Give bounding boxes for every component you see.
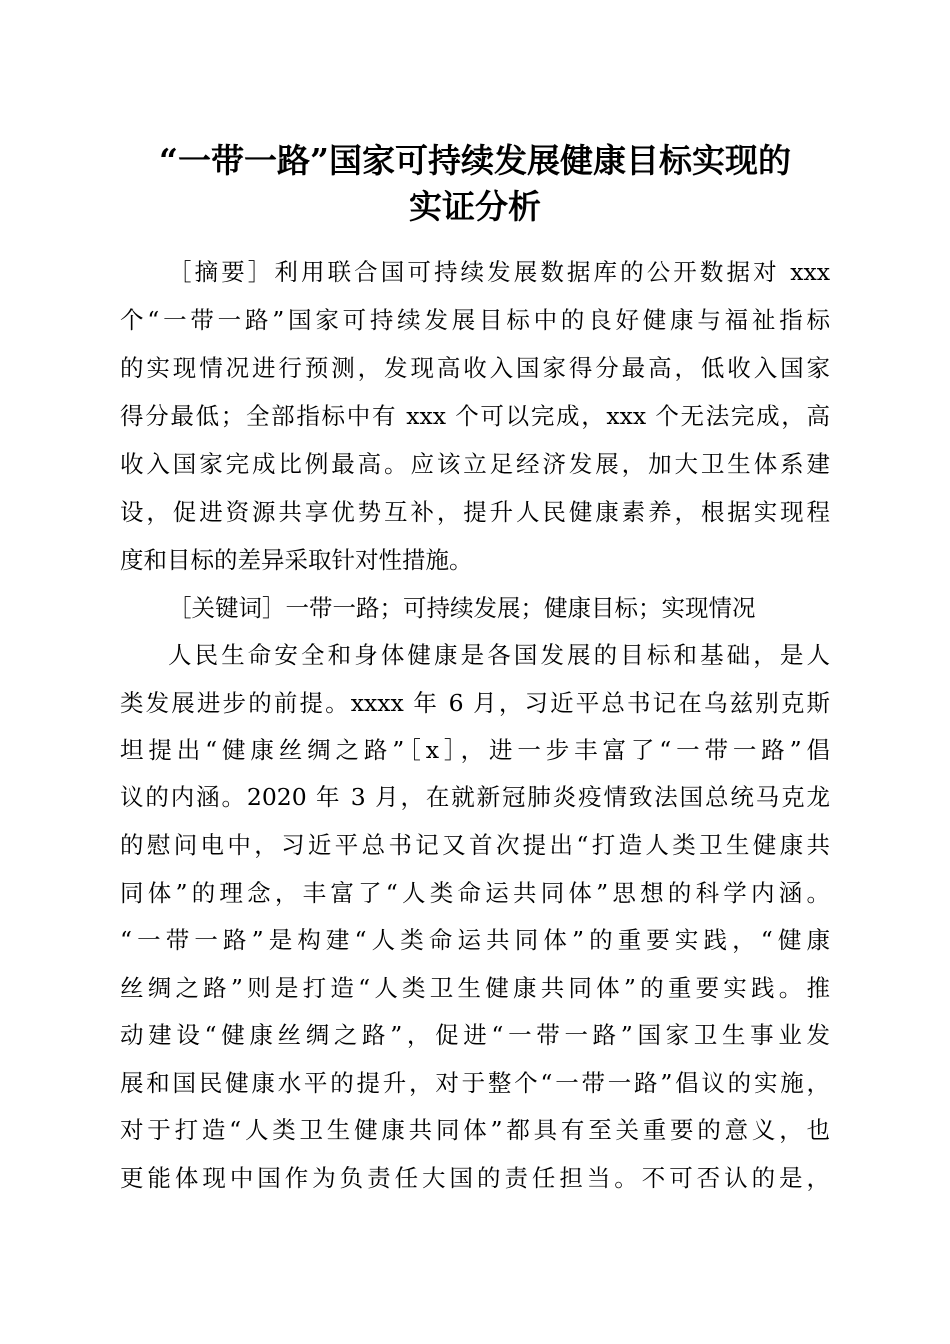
document-title-line-2: 实证分析: [409, 187, 541, 226]
body-line: 丝绸之路”则是打造“人类卫生健康共同体”的重要实践。推: [120, 974, 830, 1002]
abstract-line: 收入国家完成比例最高。应该立足经济发展，加大卫生体系建: [120, 450, 830, 478]
abstract-line: 度和目标的差异采取针对性措施。: [120, 546, 473, 574]
document-title-line-1: “一带一路”国家可持续发展健康目标实现的: [159, 141, 791, 180]
body-line: 坦提出“健康丝绸之路”［x］，进一步丰富了“一带一路”倡: [120, 736, 830, 764]
abstract-line: 得分最低；全部指标中有 xxx 个可以完成，xxx 个无法完成，高: [120, 402, 830, 430]
body-line: 的慰问电中，习近平总书记又首次提出“打造人类卫生健康共: [120, 831, 830, 859]
abstract-line: 设，促进资源共享优势互补，提升人民健康素养，根据实现程: [120, 498, 830, 526]
body-line: 同体”的理念，丰富了“人类命运共同体”思想的科学内涵。: [120, 879, 830, 907]
body-line: 人民生命安全和身体健康是各国发展的目标和基础，是人: [168, 641, 830, 669]
abstract-line: ［摘要］利用联合国可持续发展数据库的公开数据对 xxx: [168, 258, 830, 286]
body-line: “一带一路”是构建“人类命运共同体”的重要实践，“健康: [120, 926, 830, 954]
body-line: 展和国民健康水平的提升，对于整个“一带一路”倡议的实施，: [120, 1069, 830, 1097]
body-line: 议的内涵。2020 年 3 月，在就新冠肺炎疫情致法国总统马克龙: [120, 783, 830, 811]
body-line: 对于打造“人类卫生健康共同体”都具有至关重要的意义，也: [120, 1116, 830, 1144]
abstract-line: 的实现情况进行预测，发现高收入国家得分最高，低收入国家: [120, 354, 830, 382]
keywords-line: ［关键词］一带一路；可持续发展；健康目标；实现情况: [168, 594, 756, 622]
body-line: 更能体现中国作为负责任大国的责任担当。不可否认的是，: [120, 1164, 830, 1192]
body-line: 类发展进步的前提。xxxx 年 6 月，习近平总书记在乌兹别克斯: [120, 689, 830, 717]
abstract-line: 个“一带一路”国家可持续发展目标中的良好健康与福祉指标: [120, 306, 830, 334]
body-line: 动建设“健康丝绸之路”，促进“一带一路”国家卫生事业发: [120, 1021, 830, 1049]
